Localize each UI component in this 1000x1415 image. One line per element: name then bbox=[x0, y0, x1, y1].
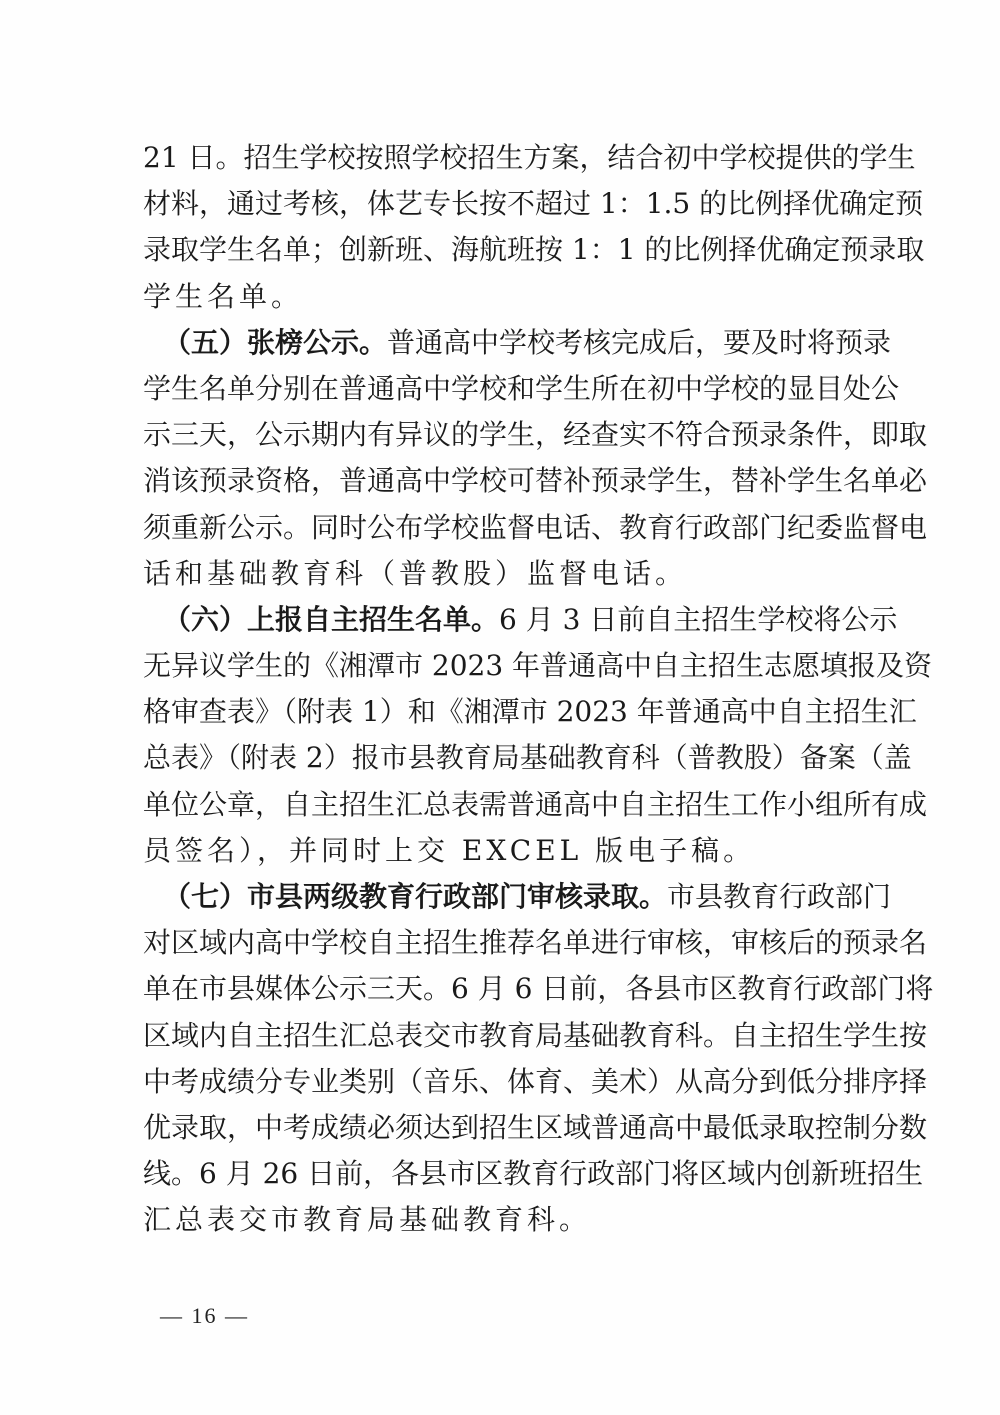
paragraph-section-7 bbox=[143, 874, 934, 1244]
text-line: 录取学生名单；创新班、海航班按 1：1 的比例择优确定预录取 bbox=[143, 233, 925, 267]
text-line: 对区域内高中学校自主招生推荐名单进行审核，审核后的预录名 bbox=[143, 926, 928, 960]
paragraph-section-5 bbox=[143, 320, 928, 597]
text-line: 中考成绩分专业类别（音乐、体育、美术）从高分到低分排序择 bbox=[143, 1064, 928, 1098]
section-7-text: 市县教育行政部门 bbox=[667, 880, 892, 913]
text-line: 单在市县媒体公示三天。6 月 6 日前，各县市区教育行政部门将 bbox=[143, 972, 934, 1006]
text-line-first bbox=[143, 320, 892, 366]
text-line: 优录取，中考成绩必须达到招生区域普通高中最低录取控制分数 bbox=[143, 1110, 928, 1144]
text-line: 21 日。招生学校按照学校招生方案，结合初中学校提供的学生 bbox=[143, 141, 916, 174]
text-line: 须重新公示。同时公布学校监督电话、教育行政部门纪委监督电 bbox=[143, 510, 928, 544]
text-line: 汇总表交市教育局基础教育科。 bbox=[143, 1203, 592, 1237]
text-line: 话和基础教育科（普教股）监督电话。 bbox=[143, 556, 688, 590]
paragraph-continued bbox=[143, 135, 925, 320]
text-line-first bbox=[143, 874, 892, 920]
text-line: 区域内自主招生汇总表交市教育局基础教育科。自主招生学生按 bbox=[143, 1018, 928, 1052]
text-line-first bbox=[143, 597, 898, 643]
page-number: — 16 — bbox=[160, 1303, 249, 1328]
text-line: 材料，通过考核，体艺专长按不超过 1：1.5 的比例择优确定预 bbox=[143, 187, 924, 221]
paragraph-section-6 bbox=[143, 597, 933, 874]
section-heading-5: （五）张榜公示。 bbox=[163, 325, 388, 359]
text-line: 学生名单。 bbox=[143, 279, 304, 313]
section-heading-7: （七）市县两级教育行政部门审核录取。 bbox=[163, 880, 668, 913]
text-line: 格审查表》（附表 1）和《湘潭市 2023 年普通高中自主招生汇 bbox=[143, 695, 917, 729]
text-line: 线。6 月 26 日前，各县市区教育行政部门将区域内创新班招生 bbox=[143, 1157, 924, 1191]
section-heading-6: （六）上报自主招生名单。 bbox=[163, 602, 500, 636]
text-line: 总表》（附表 2）报市县教育局基础教育科（普教股）备案（盖 bbox=[143, 741, 912, 775]
text-line: 示三天，公示期内有异议的学生，经查实不符合预录条件，即取 bbox=[143, 418, 928, 452]
text-line: 员签名），并同时上交 EXCEL 版电子稿。 bbox=[143, 833, 756, 867]
text-line: 单位公章，自主招生汇总表需普通高中自主招生工作小组所有成 bbox=[143, 787, 928, 821]
section-6-text: 6 月 3 日前自主招生学校将公示 bbox=[499, 602, 898, 636]
section-5-text: 普通高中学校考核完成后，要及时将预录 bbox=[387, 325, 892, 359]
text-line: 学生名单分别在普通高中学校和学生所在初中学校的显目处公 bbox=[143, 371, 900, 405]
document-body bbox=[143, 135, 934, 1244]
text-line: 无异议学生的《湘潭市 2023 年普通高中自主招生志愿填报及资 bbox=[143, 649, 933, 683]
text-line: 消该预录资格，普通高中学校可替补预录学生，替补学生名单必 bbox=[143, 464, 928, 498]
